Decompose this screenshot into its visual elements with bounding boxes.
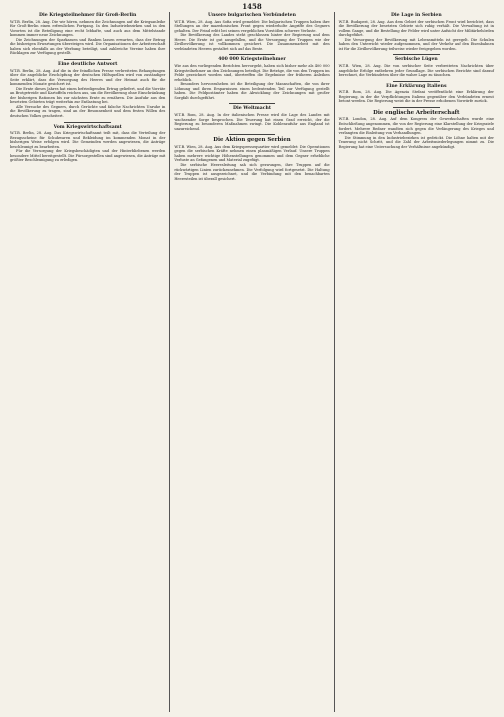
article-paragraph: W.T.B. Wien, 28. Aug. Die von serbischer Seite verbreiteten Nachrichten über angebliche Erfolge entbehren jeder Grundlage. Die serbischen Berichte sind darauf berechnet, die Verbündeten über die wahre Lage zu täuschen. xyxy=(338,64,494,78)
article-headline: Eine deutliche Antwort xyxy=(57,61,118,67)
article-paragraph: W.T.B. Wien, 28. Aug. Aus Sofia wird gemeldet: Die bulgarischen Truppen haben ihre Stellungen an der mazedonischen Front gegen wiederholte Angriffe des Gegners gehalten. Der Feind erlitt bei seinen vergeblichen Vorstößen schwere Verluste. xyxy=(174,19,330,33)
article-headline: Die Aktion gegen Serbien xyxy=(213,137,291,144)
page-number: 1458 xyxy=(242,2,262,11)
article-headline: 400 000 Kriegsteilnehmer xyxy=(218,57,286,63)
article-divider xyxy=(64,122,111,123)
column-3 xyxy=(334,12,498,712)
column-2 xyxy=(169,12,333,712)
article-paragraph: Die Zeichnungen der Sparkassen und Banken lassen erwarten, dass der Betrag die bisherigen Erwartungen übersteigen wird. Die Organisationen der Arbeiterschaft haben sich ebenfalls an der Werbung beteiligt, und zahlreiche Vereine haben ihre Rücklagen zur Verfügung gestellt. xyxy=(10,37,166,56)
article xyxy=(339,107,494,149)
article-headline: Vom Kriegswirtschaftsamt xyxy=(53,124,122,130)
columns xyxy=(6,12,498,712)
article-paragraph: Für die Versorgung der Kriegsbeschädigten und der Hinterbliebenen werden besondere Mittel bereitgestellt. Die Fürsorgestellen sind angewiesen, die Anträge mit größter Beschleunigung zu erledigen. xyxy=(10,149,166,163)
article-paragraph: W.T.B. Berlin, 28. Aug. Das Kriegswirtschaftsamt teilt mit, dass die Verteilung der Bezugsscheine für Schuhwaren und Bekleidung im kommenden Monat in der bisherigen Weise erfolgen wird. Die Gemeinden werden angewiesen, die Anträge beschleunigt zu bearbeiten. xyxy=(10,131,166,149)
article xyxy=(174,54,329,100)
article xyxy=(339,13,494,51)
article xyxy=(174,13,329,51)
article-headline: Die Kriegsteilnehmer für Groß-Berlin xyxy=(39,13,137,18)
article xyxy=(10,13,165,56)
article-divider xyxy=(393,54,440,55)
article-headline: Serbische Lügen xyxy=(394,57,438,63)
article xyxy=(339,54,494,77)
article-paragraph: W.T.B. Rom, 28. Aug. Die Agenzia Stefani veröffentlicht eine Erklärung der Regierung, in der die Verpflichtungen Italiens gegenüber den Verbündeten erneut betont werden. Die Regierung weist die in der Presse erhobenen Vorwürfe zurück. xyxy=(338,90,494,104)
article-paragraph: W.T.B. Rom, 28. Aug. In der italienischen Presse wird die Lage des Landes mit wachsender Sorge besprochen. Die Teuerung hat einen Grad erreicht, der die Regierung zu besonderen Maßnahmen zwingt. Die Kohlenzufuhr aus England ist unzureichend. xyxy=(174,112,330,131)
article-divider xyxy=(64,59,111,60)
article-headline: Die englische Arbeiterschaft xyxy=(373,109,460,116)
article-divider xyxy=(229,134,276,135)
article xyxy=(339,81,494,104)
article-paragraph: Die Ernte dieses Jahres hat einen befriedigenden Ertrag geliefert, und die Vorräte an Brotgetreide und Kartoffeln reichen aus, um die Bevölkerung ohne Einschränkung der bisherigen Rationen bis zur nächsten Ernte zu ernähren. Die Ausfuhr aus den besetzten Gebieten trägt weiterhin zur Entlastung bei. xyxy=(10,86,166,105)
article-paragraph: Die Stimmung in den Industriebezirken ist gedrückt. Die Löhne halten mit der Teuerung nicht Schritt, und die Zahl der Arbeitsniederlegungen nimmt zu. Die Regierung hat eine Untersuchung der Verhältnisse angekündigt. xyxy=(338,135,494,149)
article-paragraph: W.T.B. Berlin, 28. Aug. Auf die in der feindlichen Presse verbreiteten Behauptungen über die angebliche Erschöpfung der deutschen Hilfsquellen wird von zuständiger Seite erklärt, dass die Versorgung des Heeres und der Heimat auch für die kommenden Monate gesichert ist. xyxy=(10,68,166,87)
article-paragraph: W.T.B. Budapest, 28. Aug. Aus dem Gebiet der serbischen Front wird berichtet, dass die Bevölkerung der besetzten Gebiete sich ruhig verhält. Die Verwaltung ist in vollem Gange, und die Bestellung der Felder wird unter Aufsicht der Militärbehörden durchgeführt. xyxy=(338,19,494,38)
article xyxy=(10,59,165,119)
article-paragraph: Besonders hervorzuheben ist die Beteiligung der Mannschaften, die von ihrer Löhnung und ihren Ersparnissen einen bedeutenden Teil zur Verfügung gestellt haben. Die Feldpostämter haben die Abwicklung der Zeichnungen mit großer Sorgfalt durchgeführt. xyxy=(174,82,330,100)
article-headline: Die Lage in Serbien xyxy=(390,13,442,18)
article-paragraph: Die Versorgung der Bevölkerung mit Lebensmitteln ist geregelt. Die Schulen haben den Unterricht wieder aufgenommen, und der Verkehr auf den Eisenbahnen ist für die Zivilbevölkerung teilweise wieder freigegeben worden. xyxy=(338,37,494,51)
article xyxy=(174,103,329,131)
article-headline: Eine Erklärung Italiens xyxy=(386,83,447,89)
article-headline: Unsere bulgarischen Verbündeten xyxy=(208,13,296,18)
article-divider xyxy=(393,107,440,108)
article-divider xyxy=(229,54,276,55)
article-paragraph: W.T.B. London, 28. Aug. Auf dem Kongress der Gewerkschaften wurde eine Entschließung angenommen, die von der Regierung eine Klarstellung der Kriegsziele fordert. Mehrere Redner wandten sich gegen die Verlängerung des Krieges und verlangten die Einleitung von Verhandlungen. xyxy=(338,117,494,136)
article-paragraph: Die serbische Heeresleitung sah sich gezwungen, ihre Truppen auf die rückwärtigen Linien zurückzunehmen. Die Verfolgung wird fortgesetzt. Die Haltung der Truppen ist ausgezeichnet, und die Verbindung mit den benachbarten Heeresteilen ist überall gesichert. xyxy=(174,162,330,181)
article-paragraph: Wie aus den vorliegenden Berichten hervorgeht, haben sich bisher mehr als 400 000 Kriegsteilnehmer an den Zeichnungen beteiligt. Die Beträge, die von den Truppen im Felde gezeichnet worden sind, übertreffen die Ergebnisse der früheren Anleihen erheblich. xyxy=(174,64,330,82)
article-headline: Die Weltmacht xyxy=(233,106,271,112)
article xyxy=(10,122,165,163)
article-paragraph: W.T.B. Berlin, 28. Aug. Die wir hören, nehmen die Zeichnungen auf die Kriegsanleihe für Groß-Berlin einen erfreulichen Fortgang. In den Industriebezirken und in den Vororten ist die Beteiligung eine recht lebhafte, und auch aus dem Mittelstande kommen immer neue Zeichnungen. xyxy=(10,19,166,38)
article-divider xyxy=(229,103,276,104)
article xyxy=(174,134,329,181)
column-1 xyxy=(6,12,169,712)
article-paragraph: W.T.B. Wien, 28. Aug. Aus dem Kriegspressequartier wird gemeldet: Die Operationen gegen die serbischen Kräfte nehmen einen planmäßigen Verlauf. Unsere Truppen haben mehrere wichtige Höhenstellungen genommen und dem Gegner erhebliche Verluste an Gefangenen und Material zugefügt. xyxy=(174,144,330,163)
article-paragraph: Alle Versuche des Gegners, durch Gerüchte und falsche Nachrichten Unruhe in die Bevölkerung zu tragen, sind an der Besonnenheit und dem festen Willen des deutschen Volkes gescheitert. xyxy=(10,104,166,119)
article-divider xyxy=(393,81,440,82)
article-paragraph: Die Bevölkerung des Landes steht geschlossen hinter der Regierung und dem Heere. Die Ernte ist gut ausgefallen, und die Versorgung der Truppen wie der Zivilbevölkerung ist vollkommen gesichert. Die Zusammenarbeit mit den verbündeten Heeren gestaltet sich auf das Beste. xyxy=(174,33,330,51)
